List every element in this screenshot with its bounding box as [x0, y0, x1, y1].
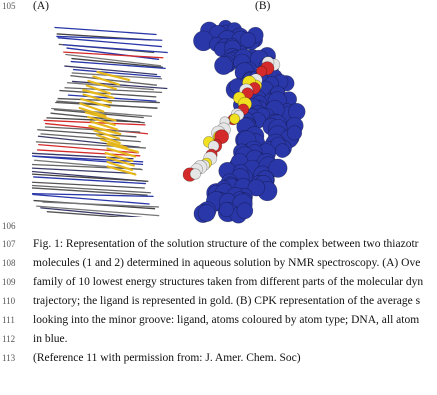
panel-a-label: (A): [33, 0, 49, 12]
dna-stick-bond: [36, 142, 145, 148]
ligand-atom-sphere: [229, 114, 239, 124]
line-number: 105: [2, 1, 16, 11]
line-number: 107: [2, 239, 16, 249]
line-number: 111: [2, 315, 15, 325]
line-number: 113: [2, 353, 16, 363]
figure-caption-line: (Reference 11 with permission from: J. Amer. Chem. Soc): [33, 352, 301, 364]
dna-atom-sphere: [275, 144, 289, 158]
dna-stick-bond: [55, 27, 156, 34]
panel-b-label: (B): [255, 0, 271, 12]
line-number: 106: [2, 221, 16, 231]
dna-atom-sphere: [219, 202, 234, 217]
line-number: 109: [2, 277, 16, 287]
figure-caption-line: looking into the minor groove: ligand, atoms coloured by atom type; DNA, all atom: [33, 314, 420, 326]
dna-atom-sphere: [198, 205, 215, 222]
dna-atom-sphere: [240, 32, 255, 47]
figure-panel-b-cpk: [165, 16, 315, 226]
figure-caption-line: family of 10 lowest energy structures taken from different parts of the molecular dyn: [33, 276, 424, 288]
dna-stick-bond: [64, 52, 163, 58]
dna-atom-sphere: [287, 126, 302, 141]
line-number: 108: [2, 258, 16, 268]
line-number: 112: [2, 334, 16, 344]
figure-panel-a-ensemble: [32, 17, 182, 217]
ligand-atom-sphere: [190, 169, 201, 180]
figure-caption-line: molecules (1 and 2) determined in aqueous solution by NMR spectroscopy. (A) Ove: [33, 257, 421, 269]
figure-caption-line: Fig. 1: Representation of the solution structure of the complex between two thiazotr: [33, 238, 419, 250]
line-number: 110: [2, 296, 16, 306]
dna-atom-sphere: [214, 56, 232, 74]
figure-caption-line: in blue.: [33, 333, 68, 345]
figure-caption-line: trajectory; the ligand is represented in gold. (B) CPK representation of the average s: [33, 295, 421, 307]
dna-atom-sphere: [237, 203, 253, 219]
